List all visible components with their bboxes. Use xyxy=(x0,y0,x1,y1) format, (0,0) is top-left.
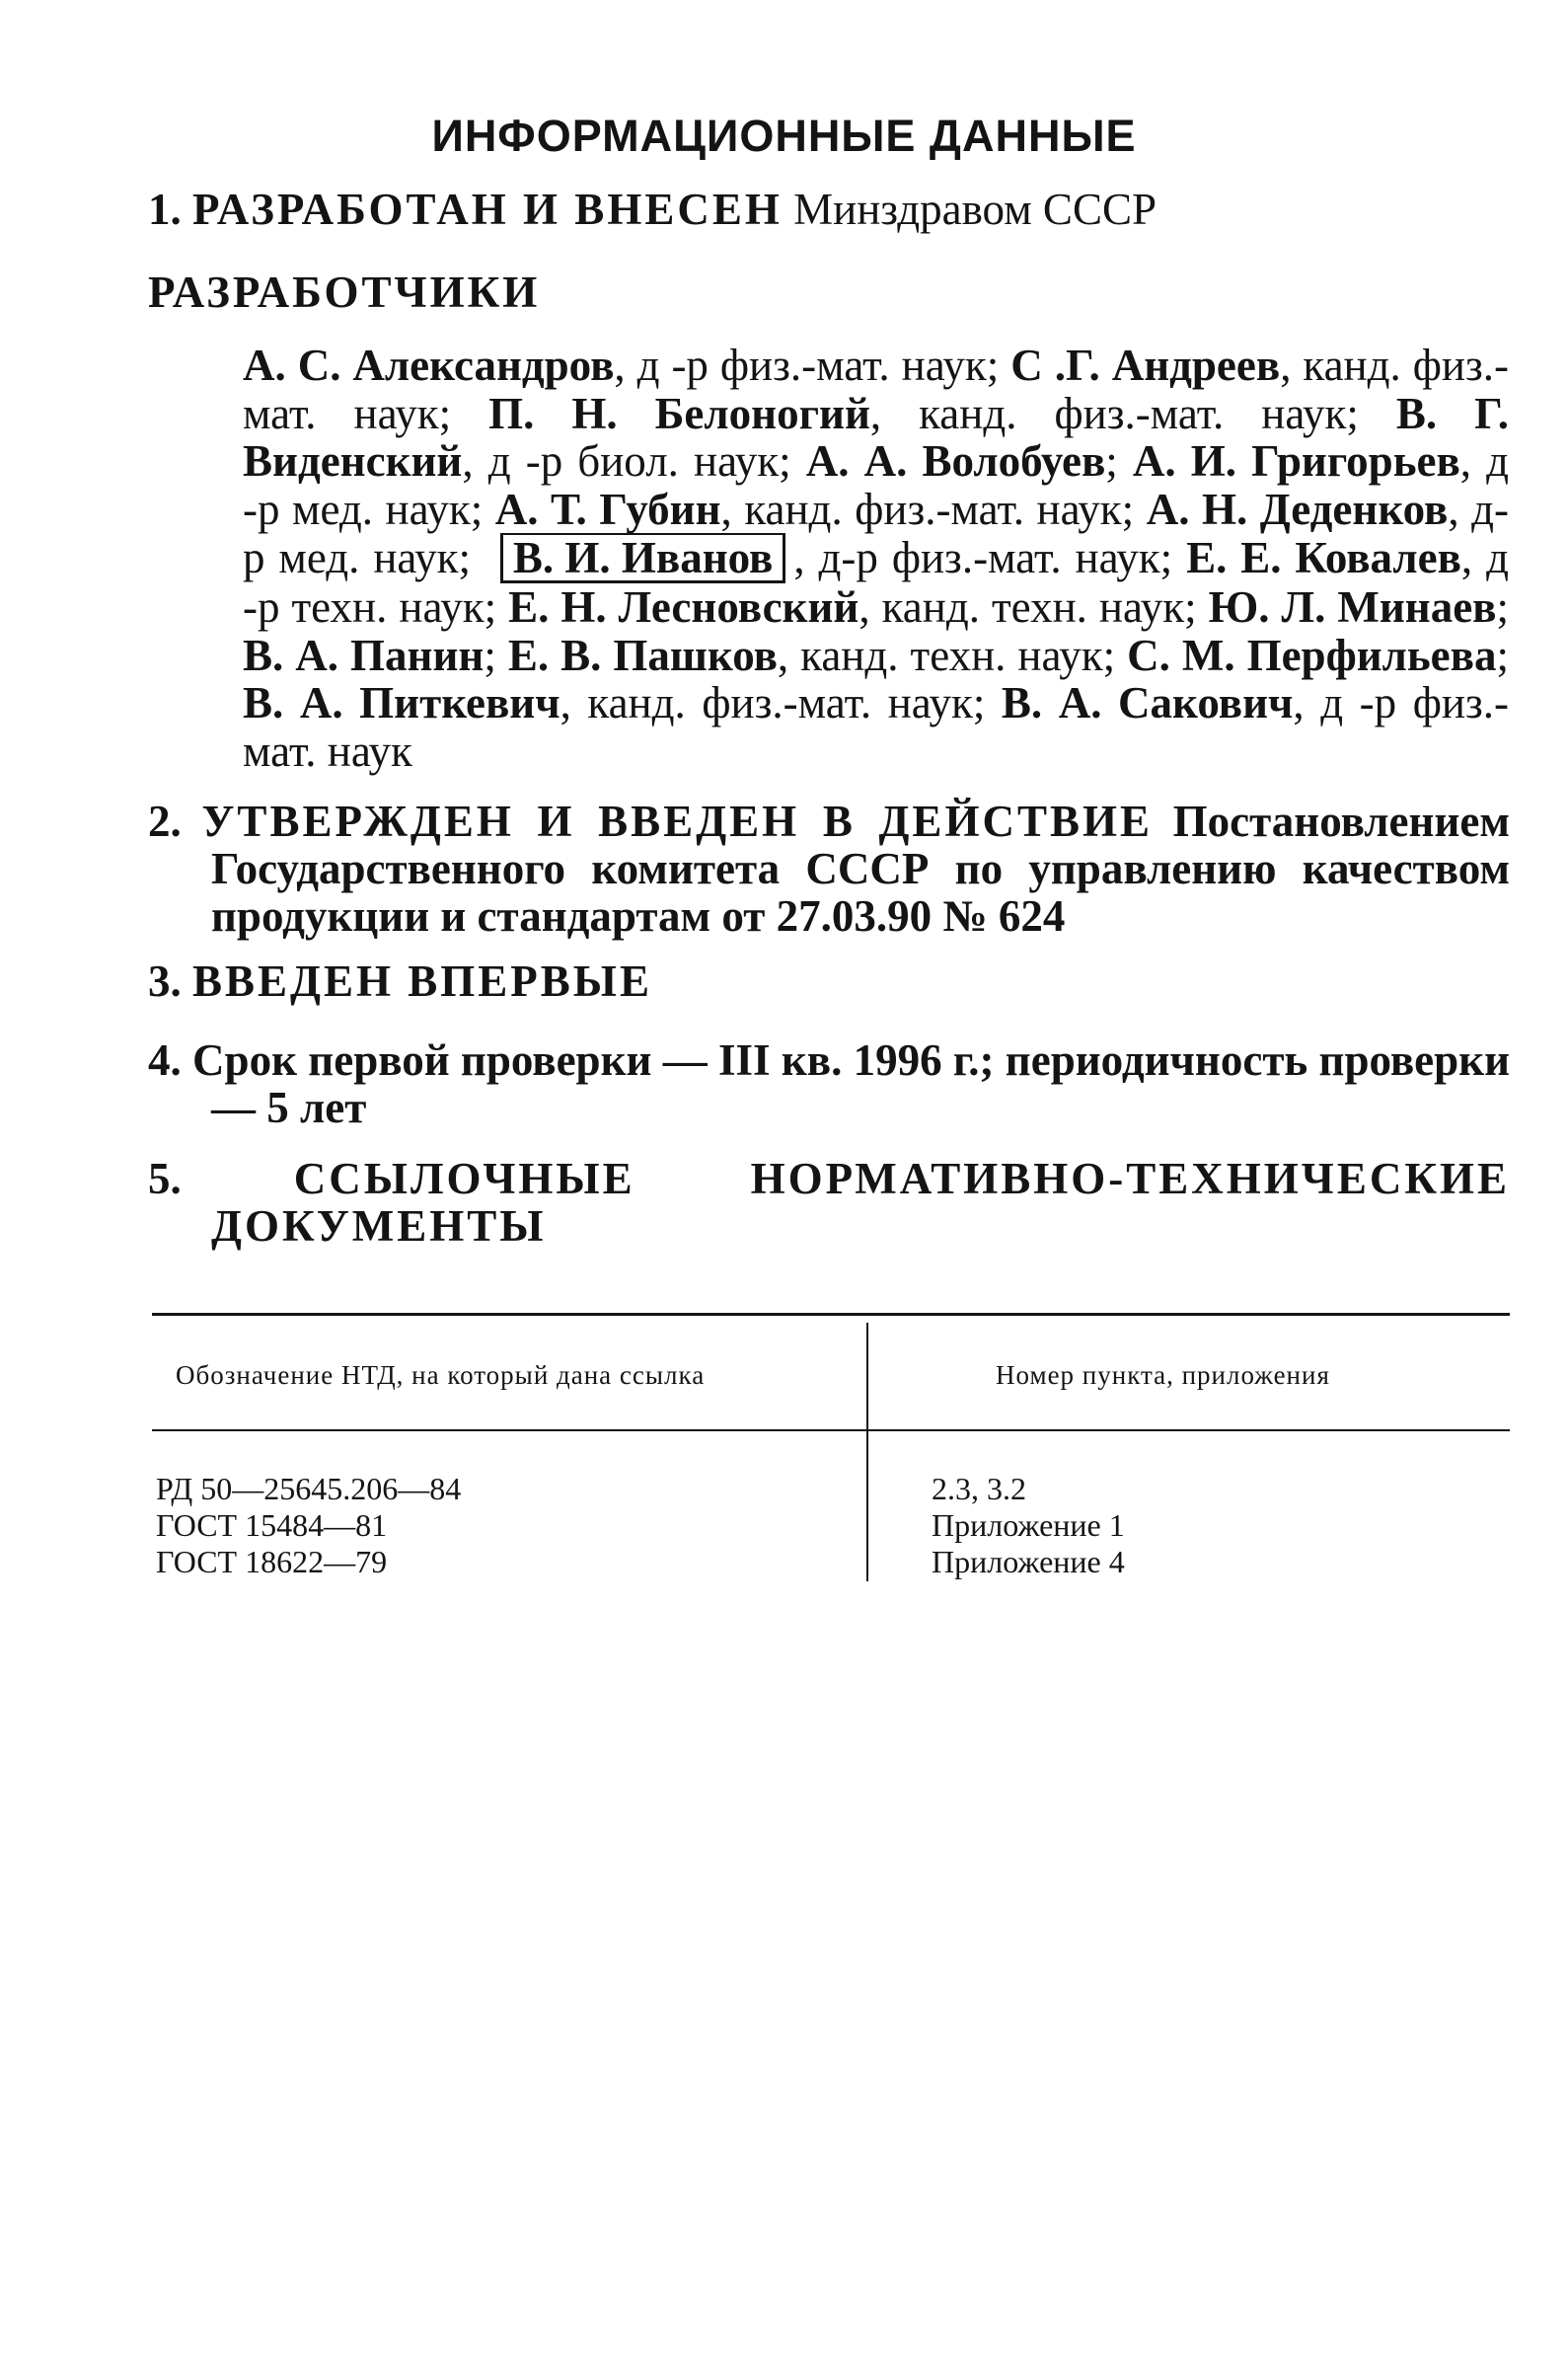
table-header-rule xyxy=(152,1429,1510,1431)
section-number: 1. xyxy=(148,185,182,234)
developer-degree: канд. физ.-мат. наук xyxy=(587,678,973,727)
table-column-documents xyxy=(156,1471,461,1580)
developer-name: А. С. Александров xyxy=(243,341,615,390)
table-cell-document: РД 50—25645.206—84 xyxy=(156,1471,462,1506)
developers-heading: РАЗРАБОТЧИКИ xyxy=(148,268,541,317)
section-developed xyxy=(148,186,1510,233)
table-cell-clause: Приложение 1 xyxy=(932,1507,1125,1543)
section-first-introduced xyxy=(148,957,1510,1005)
developer-name: С. М. Перфильева xyxy=(1127,630,1497,680)
developer-degree: д-р мед. наук xyxy=(243,484,1510,582)
developer-name: В. А. Сакович xyxy=(1001,678,1294,727)
developer-name: В. А. Панин xyxy=(243,630,485,680)
table-cell-document: ГОСТ 18622—79 xyxy=(156,1544,388,1579)
table-cell-clause: Приложение 4 xyxy=(932,1544,1125,1579)
section-heading: УТВЕРЖДЕН И ВВЕДЕН В ДЕЙСТВИЕ xyxy=(201,797,1153,846)
developer-name: Е. В. Пашков xyxy=(507,630,778,680)
developer-name: С .Г. Андреев xyxy=(1010,341,1281,390)
developer-name: Е. Н. Лесновский xyxy=(508,582,859,632)
developer-degree: д -р физ.-мат. наук xyxy=(243,678,1509,776)
table-cell-document: ГОСТ 15484—81 xyxy=(156,1507,388,1543)
page-title: ИНФОРМАЦИОННЫЕ ДАННЫЕ xyxy=(431,111,1137,161)
section-text: Постановлением Государственного комитета СССР по управлению качеством продукции и стандартам от 27.03.90 № 624 xyxy=(211,797,1511,941)
developer-degree: канд. физ.-мат. наук xyxy=(243,341,1510,438)
section-number: 2. xyxy=(148,797,182,846)
section-heading: ВВЕДЕН ВПЕРВЫЕ xyxy=(192,956,653,1006)
reference-table xyxy=(152,1313,1510,1589)
developer-degree: канд. физ.-мат. наук xyxy=(919,388,1347,438)
section-review-term xyxy=(148,1036,1510,1131)
section-references xyxy=(148,1155,1510,1250)
developer-name: А. А. Волобуев xyxy=(805,436,1106,486)
developer-name: А. Т. Губин xyxy=(494,484,721,534)
table-header-document: Обозначение НТД, на который дана ссылка xyxy=(176,1360,706,1390)
table-cell-clause: 2.3, 3.2 xyxy=(932,1471,1026,1506)
section-number: 5. xyxy=(148,1154,182,1203)
developer-degree: д -р техн. наук xyxy=(243,533,1509,632)
developer-name: П. Н. Белоногий xyxy=(488,388,870,438)
table-top-rule xyxy=(152,1313,1510,1316)
developer-degree: д -р мед. наук xyxy=(243,436,1510,534)
table-header-clause: Номер пункта, приложения xyxy=(996,1360,1330,1390)
developer-name: В. И. Иванов xyxy=(500,533,785,583)
developer-degree: канд. техн. наук xyxy=(800,630,1103,680)
developer-degree: д-р физ.-мат. наук xyxy=(818,533,1160,582)
table-column-divider xyxy=(866,1323,868,1581)
developer-degree: д -р физ.-мат. наук xyxy=(636,341,987,390)
section-approved xyxy=(148,798,1510,940)
section-text: Срок первой проверки — III кв. 1996 г.; периодичность проверки — 5 лет xyxy=(192,1035,1511,1132)
section-number: 4. xyxy=(148,1035,182,1085)
developer-name: А. И. Григорьев xyxy=(1132,436,1460,486)
developer-name: Ю. Л. Минаев xyxy=(1208,582,1497,632)
developer-name: В. Г. Виденский xyxy=(243,388,1509,486)
developer-name: Е. Е. Ковалев xyxy=(1186,533,1461,582)
developer-degree: канд. физ.-мат. наук xyxy=(744,484,1122,534)
developers-list: А. С. Александров, д -р физ.-мат. наук; С .Г. Андреев, канд. физ.-мат. наук; П. Н. Белоногий, канд. физ.-мат. наук; В. Г. Виденский, д -р биол. наук; А. А. Волобуев; А. И. Григорьев, д -р мед. наук; А. Т. Губин, канд. физ.-мат. наук; А. Н. Деденков, д-р мед. наук; В. И. Иванов , д-р физ.-мат. наук; Е. Е. Ковалев, д -р техн. наук; Е. Н. Лесновский, канд. техн. наук; Ю. Л. Минаев; В. А. Панин; Е. В. Пашков, канд. техн. наук; С. М. Перфильева; В. А. Питкевич, канд. физ.-мат. наук; В. А. Сакович, д -р физ.-мат. наук xyxy=(243,341,1510,776)
section-number: 3. xyxy=(148,956,182,1006)
developer-degree: д -р биол. наук xyxy=(487,436,780,486)
developer-degree: канд. техн. наук xyxy=(881,582,1185,632)
developer-name: В. А. Питкевич xyxy=(243,678,560,727)
section-heading: ССЫЛОЧНЫЕ НОРМАТИВНО-ТЕХНИЧЕСКИЕ ДОКУМЕНТЫ xyxy=(211,1154,1510,1251)
table-column-clauses xyxy=(932,1471,1125,1580)
section-text: Минздравом СССР xyxy=(793,185,1157,234)
section-heading: РАЗРАБОТАН И ВНЕСЕН xyxy=(192,185,783,234)
developer-name: А. Н. Деденков xyxy=(1146,484,1449,534)
developers-heading-block xyxy=(148,268,1510,316)
